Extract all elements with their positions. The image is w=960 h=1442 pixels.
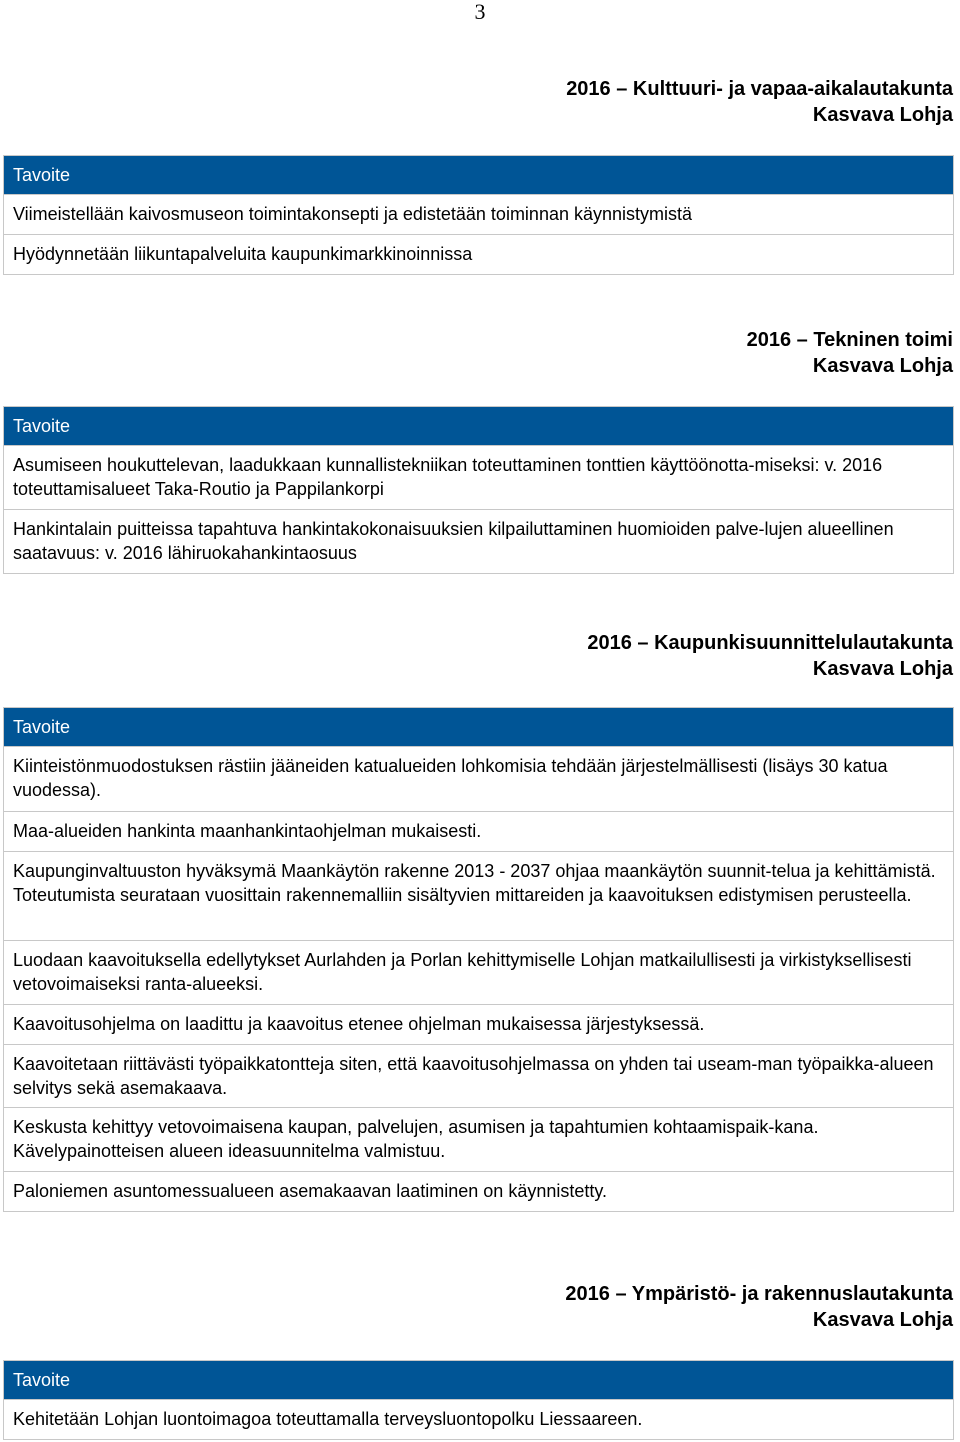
section-title: 2016 – Ympäristö- ja rakennuslautakunta: [565, 1283, 953, 1305]
section-subtitle: Kasvava Lohja: [812, 355, 953, 377]
table-header: Tavoite: [4, 156, 953, 194]
goal-table-tekninen: [3, 406, 954, 574]
table-header: Tavoite: [4, 708, 953, 746]
table-row: Kiinteistönmuodostuksen rästiin jääneiden katualueiden lohkomisia tehdään järjestelmällisesti (lisäys 30 katua vuodessa).: [4, 746, 953, 811]
section-subtitle: Kasvava Lohja: [812, 104, 953, 126]
section-title: 2016 – Kaupunkisuunnittelulautakunta: [587, 632, 953, 654]
section-subtitle: Kasvava Lohja: [812, 658, 953, 680]
table-row: Kaavoitetaan riittävästi työpaikkatontteja siten, että kaavoitusohjelmassa on yhden tai useam-man työpaikka-alueen selvitys sekä asemakaava.: [4, 1044, 953, 1107]
goal-table-kulttuuri: [3, 155, 954, 275]
section-heading-kulttuuri: [566, 76, 953, 128]
section-heading-kaupunkisuunnittelu: [587, 630, 953, 682]
table-row: Paloniemen asuntomessualueen asemakaavan laatiminen on käynnistetty.: [4, 1171, 953, 1211]
table-row: Kaupunginvaltuuston hyväksymä Maankäytön rakenne 2013 - 2037 ohjaa maankäytön suunnit-telua ja kehittämistä. Toteutumista seurataan vuosittain rakennemalliin sisältyvien mittareiden ja kaavoituksen edistymisen perusteella.: [4, 851, 953, 940]
section-heading-tekninen: [747, 327, 953, 379]
table-header: Tavoite: [4, 1361, 953, 1399]
table-header: Tavoite: [4, 407, 953, 445]
table-row: Viimeistellään kaivosmuseon toimintakonsepti ja edistetään toiminnan käynnistymistä: [4, 194, 953, 234]
table-row: Keskusta kehittyy vetovoimaisena kaupan, palvelujen, asumisen ja tapahtumien kohtaamispaik-kana. Kävelypainotteisen alueen ideasuunnitelma valmistuu.: [4, 1107, 953, 1171]
table-row: Hyödynnetään liikuntapalveluita kaupunkimarkkinoinnissa: [4, 234, 953, 274]
table-row: Hankintalain puitteissa tapahtuva hankintakokonaisuuksien kilpailuttaminen huomioiden palve-lujen alueellinen saatavuus: v. 2016 lähiruokahankintaosuus: [4, 509, 953, 573]
section-subtitle: Kasvava Lohja: [812, 1309, 953, 1331]
page-number: 3: [474, 0, 486, 24]
table-row: Maa-alueiden hankinta maanhankintaohjelman mukaisesti.: [4, 811, 953, 851]
table-row: Kehitetään Lohjan luontoimagoa toteuttamalla terveysluontopolku Liessaareen.: [4, 1399, 953, 1439]
section-title: 2016 – Tekninen toimi: [746, 329, 953, 351]
table-row: Luodaan kaavoituksella edellytykset Aurlahden ja Porlan kehittymiselle Lohjan matkailullisesti ja virkistyksellisesti vetovoimaiseksi ranta-alueeksi.: [4, 940, 953, 1004]
section-heading-ymparisto: [565, 1281, 953, 1333]
table-row: Asumiseen houkuttelevan, laadukkaan kunnallistekniikan toteuttaminen tonttien käyttöönotta-miseksi: v. 2016 toteuttamisalueet Taka-Routio ja Pappilankorpi: [4, 445, 953, 509]
goal-table-ymparisto: [3, 1360, 954, 1440]
table-row: Kaavoitusohjelma on laadittu ja kaavoitus etenee ohjelman mukaisessa järjestyksessä.: [4, 1004, 953, 1044]
section-title: 2016 – Kulttuuri- ja vapaa-aikalautakunta: [566, 78, 953, 100]
goal-table-kaupunkisuunnittelu: [3, 707, 954, 1212]
